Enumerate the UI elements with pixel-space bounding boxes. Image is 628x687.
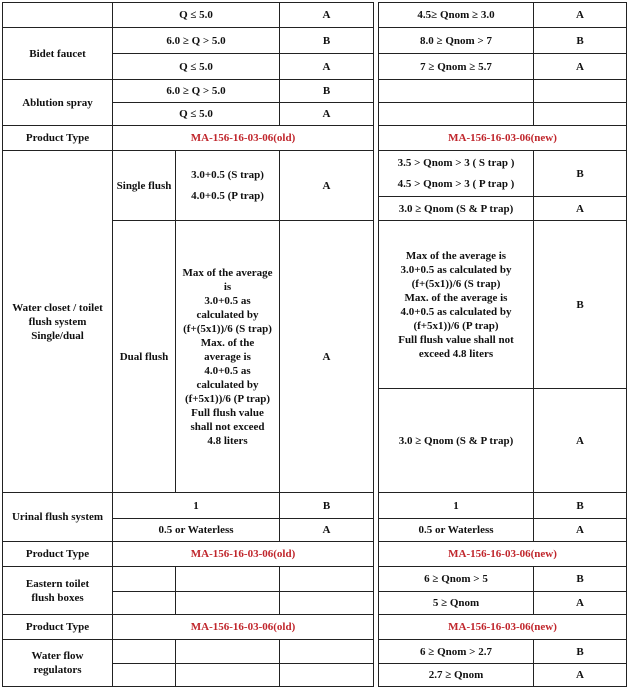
empty-cell bbox=[280, 640, 374, 664]
new-grade-cell: A bbox=[534, 54, 627, 80]
old-value-cell: 0.5 or Waterless bbox=[113, 519, 280, 542]
single-flush-new-b-grade: B bbox=[534, 151, 627, 197]
empty-cell bbox=[176, 640, 280, 664]
table-row bbox=[3, 151, 627, 197]
value-line: 4.8 liters bbox=[207, 434, 248, 447]
value-line: shall not exceed bbox=[190, 420, 265, 433]
old-value-cell: Q ≤ 5.0 bbox=[113, 3, 280, 28]
label-line: flush system bbox=[28, 315, 87, 328]
new-grade-cell: A bbox=[534, 592, 627, 615]
value-line: 4.5 > Qnom > 3 ( P trap ) bbox=[397, 177, 515, 190]
value-line: is bbox=[223, 280, 232, 293]
new-grade-cell bbox=[534, 103, 627, 126]
new-value-cell bbox=[379, 80, 534, 103]
old-grade-cell: B bbox=[280, 80, 374, 103]
value-line: (f+(5x1))/6 (S trap) bbox=[183, 322, 272, 335]
water-flow-regulators-label bbox=[3, 640, 113, 687]
new-grade-cell: A bbox=[534, 664, 627, 687]
new-grade-cell: A bbox=[534, 519, 627, 542]
value-line: Max. of the bbox=[200, 336, 255, 349]
old-grade-cell: A bbox=[280, 54, 374, 80]
label-line: Water closet / toilet bbox=[12, 301, 103, 314]
label-line: Eastern toilet bbox=[25, 577, 90, 590]
value-line: 3.5 > Qnom > 3 ( S trap ) bbox=[397, 156, 515, 169]
single-flush-new-b-value bbox=[379, 151, 534, 197]
product-type-old: MA-156-16-03-06(old) bbox=[113, 126, 374, 151]
old-value-cell: 6.0 ≥ Q > 5.0 bbox=[113, 28, 280, 54]
single-flush-label: Single flush bbox=[113, 151, 176, 221]
old-value-cell: 1 bbox=[113, 493, 280, 519]
label-line: flush boxes bbox=[31, 591, 84, 604]
new-grade-cell: B bbox=[534, 493, 627, 519]
new-value-cell: 5 ≥ Qnom bbox=[379, 592, 534, 615]
value-line: exceed 4.8 liters bbox=[418, 347, 494, 360]
product-type-old: MA-156-16-03-06(old) bbox=[113, 542, 374, 567]
product-type-new: MA-156-16-03-06(new) bbox=[379, 615, 627, 640]
eastern-toilet-label bbox=[3, 567, 113, 615]
table-row bbox=[3, 3, 627, 28]
single-flush-new-a-grade: A bbox=[534, 197, 627, 221]
single-flush-old-grade: A bbox=[280, 151, 374, 221]
empty-cell bbox=[113, 567, 176, 592]
value-line: 3.0+0.5 as calculated by bbox=[400, 263, 512, 276]
dual-flush-new-a-grade: A bbox=[534, 389, 627, 493]
product-type-row bbox=[3, 126, 627, 151]
category-cell bbox=[3, 3, 113, 28]
value-line: Full flush value shall not bbox=[398, 333, 514, 346]
value-line: 3.0+0.5 as bbox=[204, 294, 251, 307]
old-value-cell: Q ≤ 5.0 bbox=[113, 54, 280, 80]
value-line: Full flush value bbox=[191, 406, 264, 419]
dual-flush-label: Dual flush bbox=[113, 221, 176, 493]
bidet-faucet-label: Bidet faucet bbox=[3, 28, 113, 80]
new-grade-cell bbox=[534, 80, 627, 103]
product-type-new: MA-156-16-03-06(new) bbox=[379, 542, 627, 567]
dual-flush-new-a-value: 3.0 ≥ Qnom (S & P trap) bbox=[379, 389, 534, 493]
dual-flush-old-value bbox=[176, 221, 280, 493]
product-type-old: MA-156-16-03-06(old) bbox=[113, 615, 374, 640]
dual-flush-new-b-grade: B bbox=[534, 221, 627, 389]
old-grade-cell: B bbox=[280, 493, 374, 519]
empty-cell bbox=[280, 567, 374, 592]
new-value-cell: 6 ≥ Qnom > 2.7 bbox=[379, 640, 534, 664]
value-line: 3.0+0.5 (S trap) bbox=[191, 168, 264, 181]
product-type-row bbox=[3, 542, 627, 567]
value-line: Max of the average bbox=[182, 266, 273, 279]
empty-cell bbox=[280, 664, 374, 687]
ablution-spray-label: Ablution spray bbox=[3, 80, 113, 126]
value-line: (f+5x1))/6 (P trap) bbox=[413, 319, 499, 332]
new-value-cell: 1 bbox=[379, 493, 534, 519]
urinal-flush-label: Urinal flush system bbox=[3, 493, 113, 542]
empty-cell bbox=[113, 640, 176, 664]
value-line: Max. of the average is bbox=[404, 291, 508, 304]
old-value-cell: 6.0 ≥ Q > 5.0 bbox=[113, 80, 280, 103]
value-line: calculated by bbox=[196, 378, 259, 391]
new-value-cell: 4.5≥ Qnom ≥ 3.0 bbox=[379, 3, 534, 28]
new-grade-cell: B bbox=[534, 640, 627, 664]
dual-flush-old-grade: A bbox=[280, 221, 374, 493]
new-value-cell: 8.0 ≥ Qnom > 7 bbox=[379, 28, 534, 54]
empty-cell bbox=[176, 664, 280, 687]
new-value-cell: 0.5 or Waterless bbox=[379, 519, 534, 542]
single-flush-new-a-value: 3.0 ≥ Qnom (S & P trap) bbox=[379, 197, 534, 221]
label-line: Water flow bbox=[31, 650, 84, 662]
old-value-cell: Q ≤ 5.0 bbox=[113, 103, 280, 126]
new-grade-cell: B bbox=[534, 567, 627, 592]
table-row bbox=[3, 567, 627, 592]
value-line: (f+5x1))/6 (P trap) bbox=[184, 392, 271, 405]
value-line: 4.0+0.5 as bbox=[204, 364, 251, 377]
new-grade-cell: A bbox=[534, 3, 627, 28]
standards-comparison-table bbox=[2, 2, 627, 687]
product-type-new: MA-156-16-03-06(new) bbox=[379, 126, 627, 151]
value-line: 4.0+0.5 (P trap) bbox=[191, 189, 264, 202]
empty-cell bbox=[176, 567, 280, 592]
old-grade-cell: A bbox=[280, 519, 374, 542]
new-grade-cell: B bbox=[534, 28, 627, 54]
value-line: Max of the average is bbox=[405, 249, 507, 262]
value-line: calculated by bbox=[196, 308, 259, 321]
old-grade-cell: A bbox=[280, 103, 374, 126]
empty-cell bbox=[113, 664, 176, 687]
old-grade-cell: B bbox=[280, 28, 374, 54]
new-value-cell bbox=[379, 103, 534, 126]
old-grade-cell: A bbox=[280, 3, 374, 28]
water-closet-label bbox=[3, 151, 113, 493]
table-row bbox=[3, 28, 627, 54]
new-value-cell: 7 ≥ Qnom ≥ 5.7 bbox=[379, 54, 534, 80]
new-value-cell: 6 ≥ Qnom > 5 bbox=[379, 567, 534, 592]
table-row bbox=[3, 80, 627, 103]
empty-cell bbox=[280, 592, 374, 615]
dual-flush-new-b-value bbox=[379, 221, 534, 389]
value-line: (f+(5x1))/6 (S trap) bbox=[411, 277, 501, 290]
label-line: regulators bbox=[33, 664, 82, 676]
empty-cell bbox=[113, 592, 176, 615]
single-flush-old-value bbox=[176, 151, 280, 221]
value-line: average is bbox=[204, 350, 251, 363]
table-row bbox=[3, 640, 627, 664]
product-type-row bbox=[3, 615, 627, 640]
product-type-label: Product Type bbox=[3, 126, 113, 151]
table-row bbox=[3, 493, 627, 519]
new-value-cell: 2.7 ≥ Qnom bbox=[379, 664, 534, 687]
value-line: 4.0+0.5 as calculated by bbox=[400, 305, 512, 318]
product-type-label: Product Type bbox=[3, 615, 113, 640]
empty-cell bbox=[176, 592, 280, 615]
label-line: Single/dual bbox=[31, 329, 84, 342]
product-type-label: Product Type bbox=[3, 542, 113, 567]
